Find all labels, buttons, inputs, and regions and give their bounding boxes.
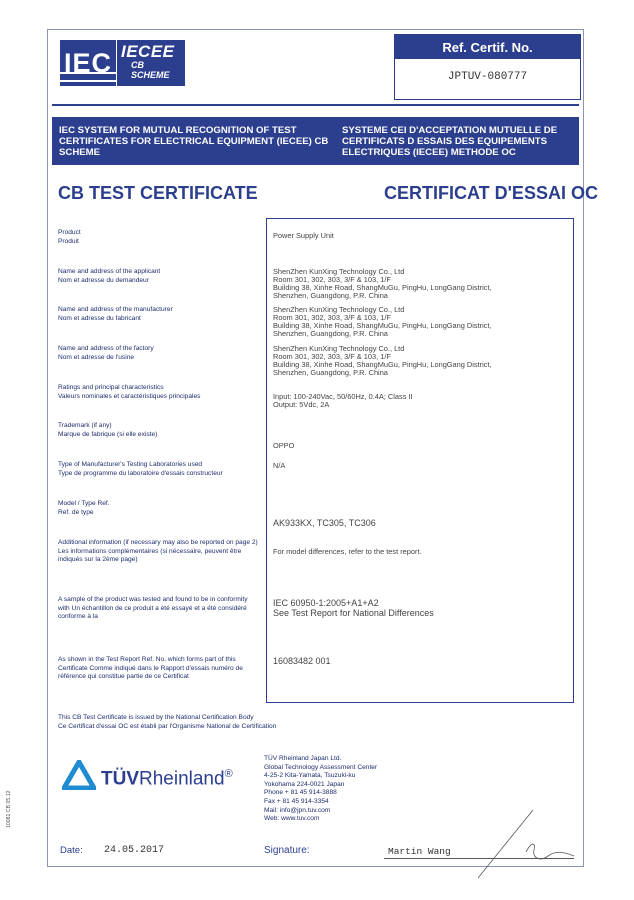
cb-logo-text: CB	[131, 60, 144, 70]
iec-logo-text: IEC	[63, 47, 112, 78]
ref-number: JPTUV-080777	[447, 71, 528, 83]
tuv-rheinland-logo	[101, 768, 233, 790]
scheme-band-english: IEC SYSTEM FOR MUTUAL RECOGNITION OF TEST CERTIFICATES FOR ELECTRICAL EQUIPMENT (IECEE) CB SCHEME	[59, 125, 329, 158]
manufacturer-value: ShenZhen KunXing Technology Co., Ltd Room 301, 302, 303, 3/F & 103, 1/F Building 38, Xinhe Road, ShangMuGu, PingHu, LongGang District, Shenzhen, Guangdong, P.R. China	[273, 305, 492, 338]
report-label: As shown in the Test Report Ref. No. which forms part of this Certificate Comme indiqué dans le Rapport d'essais numéro de référence qui constitue partie de ce Certificat	[58, 656, 243, 680]
scheme-logo-text: SCHEME	[131, 70, 170, 80]
manufacturer-label: Name and address of the manufacturer Nom et adresse du fabricant	[58, 306, 173, 322]
ratings-label: Ratings and principal characteristics Valeurs nominales et caractéristiques principales	[58, 384, 201, 400]
applicant-label: Name and address of the applicant Nom et adresse du demandeur	[58, 268, 161, 284]
additional-label: Additional information (if necessary may also be reported on page 2) Les informations complémentaires (si nécessaire, peuvent être indiqués sur la 2ème page)	[58, 539, 258, 563]
iec-logo	[60, 40, 116, 86]
factory-value: ShenZhen KunXing Technology Co., Ltd Room 301, 302, 303, 3/F & 103, 1/F Building 38, Xinhe Road, ShangMuGu, PingHu, LongGang District, Shenzhen, Guangdong, P.R. China	[273, 344, 492, 377]
header-divider	[52, 104, 579, 106]
additional-value: For model differences, refer to the test report.	[273, 547, 422, 556]
ref-label: Ref. Certif. No.	[395, 35, 580, 59]
model-value: AK933KX, TC305, TC306	[273, 518, 376, 528]
testing-lab-label: Type of Manufacturer's Testing Laboratories used Type de programme du laboratoire d'essais constructeur	[58, 461, 223, 477]
iecee-cb-scheme-logo	[117, 40, 185, 86]
applicant-value: ShenZhen KunXing Technology Co., Ltd Room 301, 302, 303, 3/F & 103, 1/F Building 38, Xinhe Road, ShangMuGu, PingHu, LongGang District, Shenzhen, Guangdong, P.R. China	[273, 267, 492, 300]
trademark-label: Trademark (if any) Marque de fabrique (si elle existe)	[58, 422, 158, 438]
iecee-logo-text: IECEE	[121, 42, 175, 61]
standard-label: A sample of the product was tested and found to be in conformity with Un échantillon de ce produit a été essayé et a été considéré conforme à la	[58, 596, 248, 620]
signature-name: Martin Wang	[388, 846, 451, 857]
tuv-logo-bold: TÜV	[101, 768, 139, 790]
scheme-band-french: SYSTEME CEI D'ACCEPTATION MUTUELLE DE CERTIFICATS D ESSAIS DES EQUIPEMENTS ELECTRIQUES (IECEE) METHODE OC	[342, 125, 558, 158]
signature-label: Signature:	[264, 845, 310, 856]
report-value: 16083482 001	[273, 656, 331, 666]
ref-certificate-box	[394, 34, 581, 100]
date-label: Date:	[60, 845, 83, 856]
handwritten-signature	[478, 800, 582, 880]
date-value: 24.05.2017	[104, 845, 165, 856]
title-english: CB TEST CERTIFICATE	[58, 183, 258, 203]
ratings-value: Input: 100-240Vac, 50/60Hz, 0.4A; Class II Output: 5Vdc, 2A	[273, 392, 413, 409]
standard-value: IEC 60950-1:2005+A1+A2 See Test Report for National Differences	[273, 598, 434, 618]
product-value: Power Supply Unit	[273, 231, 334, 240]
testing-lab-value: N/A	[273, 461, 286, 470]
title-french: CERTIFICAT D'ESSAI OC	[384, 183, 598, 203]
model-label: Model / Type Ref. Ref. de type	[58, 500, 110, 516]
tuv-triangle-logo-icon	[62, 760, 96, 790]
tuv-logo-reg: ®	[224, 768, 233, 780]
issued-by-statement: This CB Test Certificate is issued by the National Certification Body Ce Certificat d'essai OC est établi par l'Organisme National de Certification	[58, 714, 277, 730]
form-code: 10081 CB 05.12	[6, 790, 12, 828]
tuv-logo-rest: Rheinland	[139, 768, 225, 790]
product-label: Product Produit	[58, 229, 81, 245]
scheme-band	[52, 117, 579, 165]
factory-label: Name and address of the factory Nom et adresse de l'usine	[58, 345, 154, 361]
tuv-address: TÜV Rheinland Japan Ltd. Global Technology Assessment Center 4-25-2 Kita-Yamata, Tsuzuki-ku Yokohama 224-0021 Japan Phone + 81 45 914-3888 Fax + 81 45 914-3354 Mail: info@jpn.tuv.com Web: www.tuv.com	[264, 755, 378, 823]
trademark-value: OPPO	[273, 441, 295, 450]
